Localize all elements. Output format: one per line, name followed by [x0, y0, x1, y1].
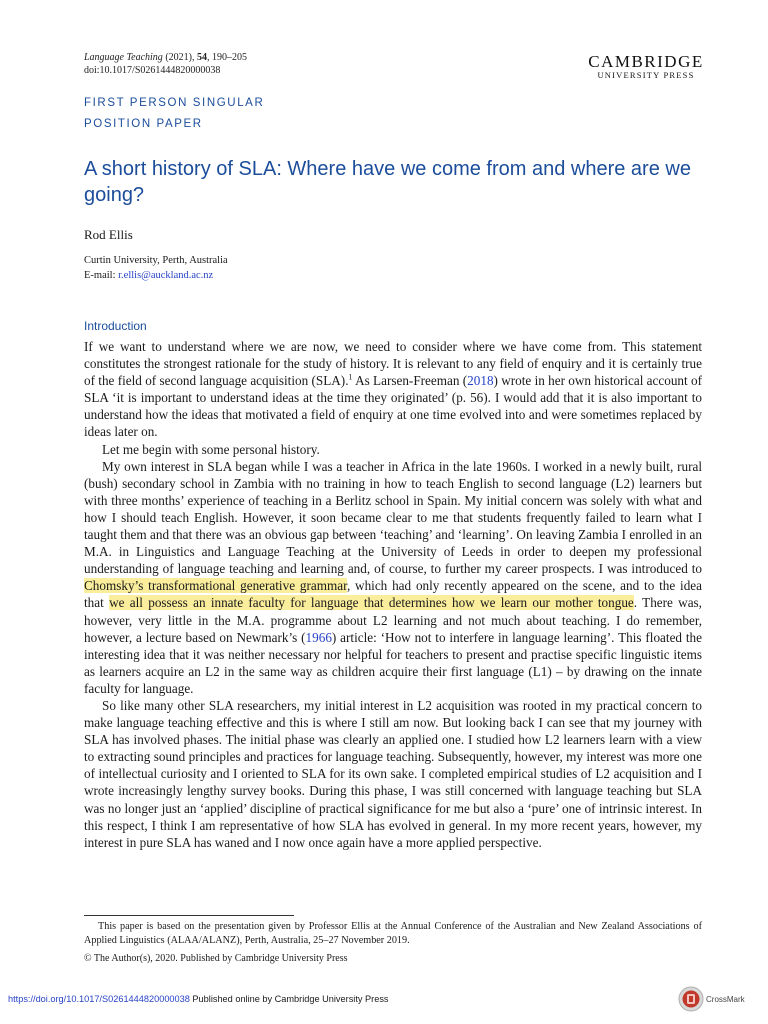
paragraph-3-text-b: , which had only recently appeared on the scene, and to the idea that — [84, 578, 702, 611]
footnote-text: This paper is based on the presentation given by Professor Ellis at the Annual Conference of the Australian and New Zealand Associations of Applied Linguistics (ALAA/ALANZ), Perth, Australia, 25–27 November 2019. — [84, 921, 702, 946]
article-title: A short history of SLA: Where have we come from and where are we going? — [84, 158, 691, 206]
journal-doi: doi:10.1017/S0261444820000038 — [84, 65, 221, 76]
copyright-line: © The Author(s), 2020. Published by Cambridge University Press — [84, 953, 348, 964]
journal-year: (2021), — [162, 52, 197, 63]
article-type-line1: FIRST PERSON SINGULAR — [84, 97, 265, 109]
footnote-divider — [84, 915, 294, 916]
published-online: Published online by Cambridge University Press — [189, 994, 389, 1004]
paragraph-3-text-c: . There was, however, very little in the M.A. programme about L2 learning and not much about teaching. I do remember, however, a lecture based on Newmark’s ( — [84, 595, 702, 645]
paragraph-4: So like many other SLA researchers, my initial interest in L2 acquisition was rooted in my practical concern to make language teaching effective and this is where I still am now. But looking back I can see that my journey with SLA has involved phases. The initial phase was clearly an applied one. I studied how L2 learners learn with a view to extracting sound principles and practices for language teaching. Subsequently, however, my interest was more one of intellectual curiosity and I oriented to SLA for its own sake. I completed empirical studies of L2 acquisition and I wrote increasingly lengthy survey books. During this phase, I was still concerned with language teaching but SLA was no longer just an ‘applied’ discipline of practical significance for me but also a ‘pure’ one of intrinsic interest. In this respect, I think I am representative of how SLA has evolved in general. In my more recent years, however, my interest in pure SLA has waned and I now once again have a more applied perspective. — [84, 697, 702, 850]
highlighted-text: we all possess an innate faculty for language that determines how we learn our mother tongue — [109, 595, 634, 611]
email-link[interactable]: r.ellis@auckland.ac.nz — [118, 270, 214, 281]
crossmark-label: CrossMark — [706, 994, 745, 1004]
email-label: E-mail: — [84, 270, 119, 281]
paragraph-1-text-c: ) wrote in her own historical account of SLA ‘it is important to understand ideas at the time they originated’ (p. 56). I would add that it is also important to understand how the ideas that motivated a field of enquiry at one time evolved into and were sometimes replaced by ideas later on. — [84, 373, 702, 440]
citation-link[interactable]: 1966 — [305, 629, 332, 645]
body-text — [84, 338, 702, 851]
paragraph-1-text-b: As Larsen-Freeman ( — [352, 373, 468, 389]
publisher-logo — [586, 54, 706, 81]
bottom-bar — [8, 994, 389, 1004]
paragraph-1-text: If we want to understand where we are now, we need to consider where we have come from. This statement constitutes the strongest rationale for the study of history. It is relevant to any field of enquiry and it is certainly true of the field of second language acquisition (SLA). — [84, 339, 702, 389]
doi-link[interactable]: https://doi.org/10.1017/S0261444820000038 — [8, 994, 190, 1004]
footnote — [84, 920, 702, 947]
journal-pages: , 190–205 — [206, 52, 247, 63]
paragraph-2: Let me begin with some personal history. — [102, 441, 320, 457]
paragraph-3-text-d: ) article: ‘How not to interfere in language learning’. This floated the interesting idea that it was neither necessary nor helpful for teachers to present and practise specific linguistic items as learners acquire an L2 in the same way as children acquire their first language (L1) – by drawing on the innate faculty for language. — [84, 629, 703, 696]
paragraph-1 — [84, 338, 702, 441]
email-line — [84, 268, 228, 283]
highlighted-text: Chomsky’s transformational generative grammar — [84, 578, 347, 594]
crossmark-badge[interactable] — [678, 986, 745, 1012]
article-type-line2: POSITION PAPER — [84, 118, 203, 130]
paragraph-3-text: My own interest in SLA began while I was a teacher in Africa in the late 1960s. I worked in a newly built, rural (bush) secondary school in Zambia with no training in how to teach English to second language (L2) learners but with three months’ experience of teaching in a Berlitz school in Spain. My initial concern was solely with what and how I should teach English. However, it soon became clear to me that students frequently failed to learn what I taught them and that there was an obvious gap between ‘teaching’ and ‘learning’. On leaving Zambia I enrolled in an M.A. in Linguistics and Language Teaching at the University of Leeds in order to deepen my professional understanding of language teaching and learning and, of course, to further my career prospects. I was introduced to — [84, 458, 702, 577]
citation-link[interactable]: 2018 — [467, 373, 494, 389]
crossmark-icon — [678, 986, 704, 1012]
footnote-marker[interactable]: 1 — [348, 372, 353, 382]
publisher-logo-line2: UNIVERSITY PRESS — [597, 70, 695, 80]
journal-name: Language Teaching — [84, 52, 163, 63]
author-name: Rod Ellis — [84, 227, 133, 242]
journal-volume: 54 — [196, 52, 207, 63]
affiliation: Curtin University, Perth, Australia — [84, 255, 228, 266]
author-affiliation-block — [84, 253, 228, 283]
section-heading: Introduction — [84, 319, 147, 333]
publisher-logo-line1: CAMBRIDGE — [588, 52, 704, 71]
paragraph-3 — [84, 458, 702, 697]
journal-citation — [84, 51, 247, 77]
